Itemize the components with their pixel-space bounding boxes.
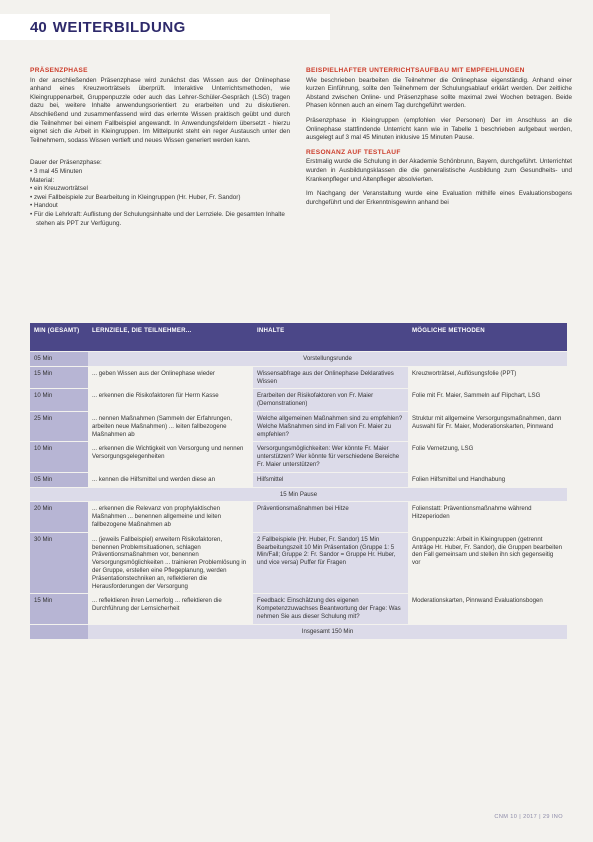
presence-phase-paragraph: In der anschließenden Präsenzphase wird zunächst das Wissen aus der Onlinephase anhand eines Kreuzworträtsels überprüft. Interaktive Unterrichtsmethoden, wie Kleingruppenarbeit, Gruppenpuzzle oder auch das Lehrer-Schüler-Gespräch (LSG) tragen dazu bei, weitere Inhalte anwendungsorientiert zu erarbeiten und zu diskutieren. Abschließend und zusammenfassend wird das erlernte Wissen praktisch geübt und durch die Teilnehmer bei einem Fallbeispiel angewandt. In Anwendungsfeldern übersetzt - hierzu eignet sich die Arbeit in Kleingruppen. Im Mittelpunkt steht ein reger Austausch unter den Teilnehmern, sodass Wissen vertieft und neues Wissen generiert werden kann. [30, 76, 290, 144]
material-item: • zwei Fallbeispiele zur Bearbeitung in Kleingruppen (Hr. Huber, Fr. Sandor) [30, 193, 241, 201]
evaluation-paragraph: Im Nachgang der Veranstaltung wurde eine Evaluation mithilfe eines Evaluationsbogens durchgeführt und der Erkenntnisgewinn anhand bei [306, 190, 572, 206]
table-row [30, 352, 567, 367]
cell-content: Wissensabfrage aus der Onlinephase Deklaratives Wissen [253, 366, 408, 389]
header-content: INHALTE [253, 323, 408, 352]
cell-content: Erarbeiten der Risikofaktoren von Fr. Maier (Demonstrationen) [253, 389, 408, 412]
cell-minutes: 15 Min [30, 366, 88, 389]
page-footer: CNM 10 | 2017 | 29 INO [494, 814, 563, 820]
table-header-row [30, 323, 567, 352]
cell-goals: ... (jeweils Fallbeispiel) erweitern Risikofaktoren, benennen Problemsituationen, schlagen Präventionsmaßnahmen vor, benennen Versorgungsmöglichkeiten ... trainieren Problemlösung in der Gruppe, erstellen eine Pflegeplanung, werden Präsentationstechniken an, reflektieren die Herausforderungen der Versorgung [88, 532, 253, 594]
cell-minutes: 30 Min [30, 532, 88, 594]
cell-minutes: 10 Min [30, 389, 88, 412]
cell-goals: ... reflektieren ihren Lernerfolg ... reflektieren die Durchführung der Lernsicherheit [88, 594, 253, 624]
cell-minutes: 05 Min [30, 472, 88, 487]
table-row [30, 624, 567, 638]
small-group-paragraph: Präsenzphase in Kleingruppen (empfohlen vier Personen) Der im Anschluss an die Onlinephase stattfindende Unterricht kann wie in Tabelle 1 beschrieben aufgebaut werden, ausgelegt auf 3 mal 45 Minuten inklusive 15 Minuten Pause. [306, 116, 572, 142]
cell-methods: Struktur mit allgemeine Versorgungsmaßnahmen, dann Auswahl für Fr. Maier, Moderationskarten, Pinnwand [408, 411, 567, 441]
cell-minutes: 25 Min [30, 411, 88, 441]
cell-minutes [30, 624, 88, 638]
cell-methods: Moderationskarten, Pinnwand Evaluationsbogen [408, 594, 567, 624]
table-row [30, 442, 567, 472]
cell-pause: 15 Min Pause [30, 487, 567, 502]
cell-methods: Gruppenpuzzle: Arbeit in Kleingruppen (getrennt Anträge Hr. Huber, Fr. Sandor), die Gruppen bearbeiten den Fall gemeinsam und stellen ihn sich gegenseitig vor [408, 532, 567, 594]
cell-span: Vorstellungsrunde [88, 352, 567, 367]
header-minutes: MIN (GESAMT) [30, 323, 88, 352]
lesson-structure-heading: BEISPIELHAFTER UNTERRICHTSAUFBAU MIT EMPFEHLUNGEN [306, 67, 525, 74]
cell-methods: Kreuzworträtsel, Auflösungsfolie (PPT) [408, 366, 567, 389]
page-number: 40 [30, 18, 47, 36]
presence-phase-heading: PRÄSENZPHASE [30, 67, 88, 74]
lesson-structure-paragraph: Wie beschrieben bearbeiten die Teilnehmer die Onlinephase eigenständig. Anhand einer kurzen Einführung, sollte den Teilnehmern der Schulungsablauf erklärt werden. Der zeitliche Abstand zwischen Online- und Präsenzphase sollte maximal zwei Wochen betragen. Beide Phasen können auch an einem Tag durchgeführt werden. [306, 76, 572, 110]
cell-content: Versorgungsmöglichkeiten: Wer könnte Fr. Maier unterstützen? Wer könnte für verschiedene Bereiche Fr. Maier unterstützen? [253, 442, 408, 472]
cell-goals: ... erkennen die Risikofaktoren für Herrn Kasse [88, 389, 253, 412]
cell-content: Hilfsmittel [253, 472, 408, 487]
duration-value: • 3 mal 45 Minuten [30, 167, 83, 175]
material-item: • Handout [30, 202, 58, 210]
table-row [30, 532, 567, 594]
table-row [30, 472, 567, 487]
material-item: • Für die Lehrkraft: Auflistung der Schulungsinhalte und der Lernziele. Die gesamten Inhalte stehen als PPT zur Verfügung. [30, 210, 285, 227]
cell-minutes: 05 Min [30, 352, 88, 367]
cell-goals: ... nennen Maßnahmen (Sammeln der Erfahrungen, arbeiten neue Maßnahmen) ... leiten fallbezogene Maßnahmen ab [88, 411, 253, 441]
cell-content: Welche allgemeinen Maßnahmen sind zu empfehlen? Welche Maßnahmen sind im Fall von Fr. Maier zu empfehlen? [253, 411, 408, 441]
cell-goals: ... kennen die Hilfsmittel und werden diese an [88, 472, 253, 487]
cell-minutes: 15 Min [30, 594, 88, 624]
material-label: Material: [30, 176, 55, 184]
resonance-heading: RESONANZ AUF TESTLAUF [306, 148, 401, 156]
table-row [30, 487, 567, 502]
table-row [30, 502, 567, 532]
cell-total: Insgesamt 150 Min [88, 624, 567, 638]
cell-content: Feedback: Einschätzung des eigenen Kompetenzzuwachses Beantwortung der Frage: Was nehmen Sie aus dieser Schulung mit? [253, 594, 408, 624]
material-list [30, 185, 290, 228]
schedule-table [30, 323, 567, 639]
header-methods: MÖGLICHE METHODEN [408, 323, 567, 352]
right-column [306, 67, 572, 213]
cell-goals: ... erkennen die Wichtigkeit von Versorgung und nennen Versorgungsgelegenheiten [88, 442, 253, 472]
cell-goals: ... erkennen die Relevanz von prophylaktischen Maßnahmen ... benennen allgemeine und leiten fallbezogene Maßnahmen ab [88, 502, 253, 532]
material-item: • ein Kreuzworträtsel [30, 185, 88, 193]
cell-content: Präventionsmaßnahmen bei Hitze [253, 502, 408, 532]
table-row [30, 366, 567, 389]
resonance-paragraph: Erstmalig wurde die Schulung in der Akademie Schönbrunn, Bayern, durchgeführt. Unterrichtet wurden in Ausbildungsklassen die die generalistische Ausbildung zum Gesundheits- und Krankenpfleger und Altenpfleger absolvierten. [306, 158, 572, 183]
cell-methods: Folienstatt: Präventionsmaßnahme während Hitzeperioden [408, 502, 567, 532]
section-title: WEITERBILDUNG [52, 18, 186, 36]
cell-content: 2 Fallbeispiele (Hr. Huber, Fr. Sandor) 15 Min Bearbeitungszeit 10 Min Präsentation (Gruppe 1: 5 Min/Fall; Gruppe 2: Fr. Sandor = Gruppe Hr. Huber, und vice versa) Puffer für Fragen [253, 532, 408, 594]
header-goals: LERNZIELE, DIE TEILNEHMER... [88, 323, 253, 352]
page-header [0, 14, 330, 40]
cell-minutes: 10 Min [30, 442, 88, 472]
table-row [30, 411, 567, 441]
table-row [30, 389, 567, 412]
left-column [30, 67, 290, 228]
cell-methods: Folie mit Fr. Maier, Sammeln auf Flipchart, LSG [408, 389, 567, 412]
cell-methods: Folien Hilfsmittel und Handhabung [408, 472, 567, 487]
cell-goals: ... geben Wissen aus der Onlinephase wieder [88, 366, 253, 389]
table-row [30, 594, 567, 624]
cell-minutes: 20 Min [30, 502, 88, 532]
duration-label: Dauer der Präsenzphase: [30, 159, 102, 167]
cell-methods: Folie Vernetzung, LSG [408, 442, 567, 472]
